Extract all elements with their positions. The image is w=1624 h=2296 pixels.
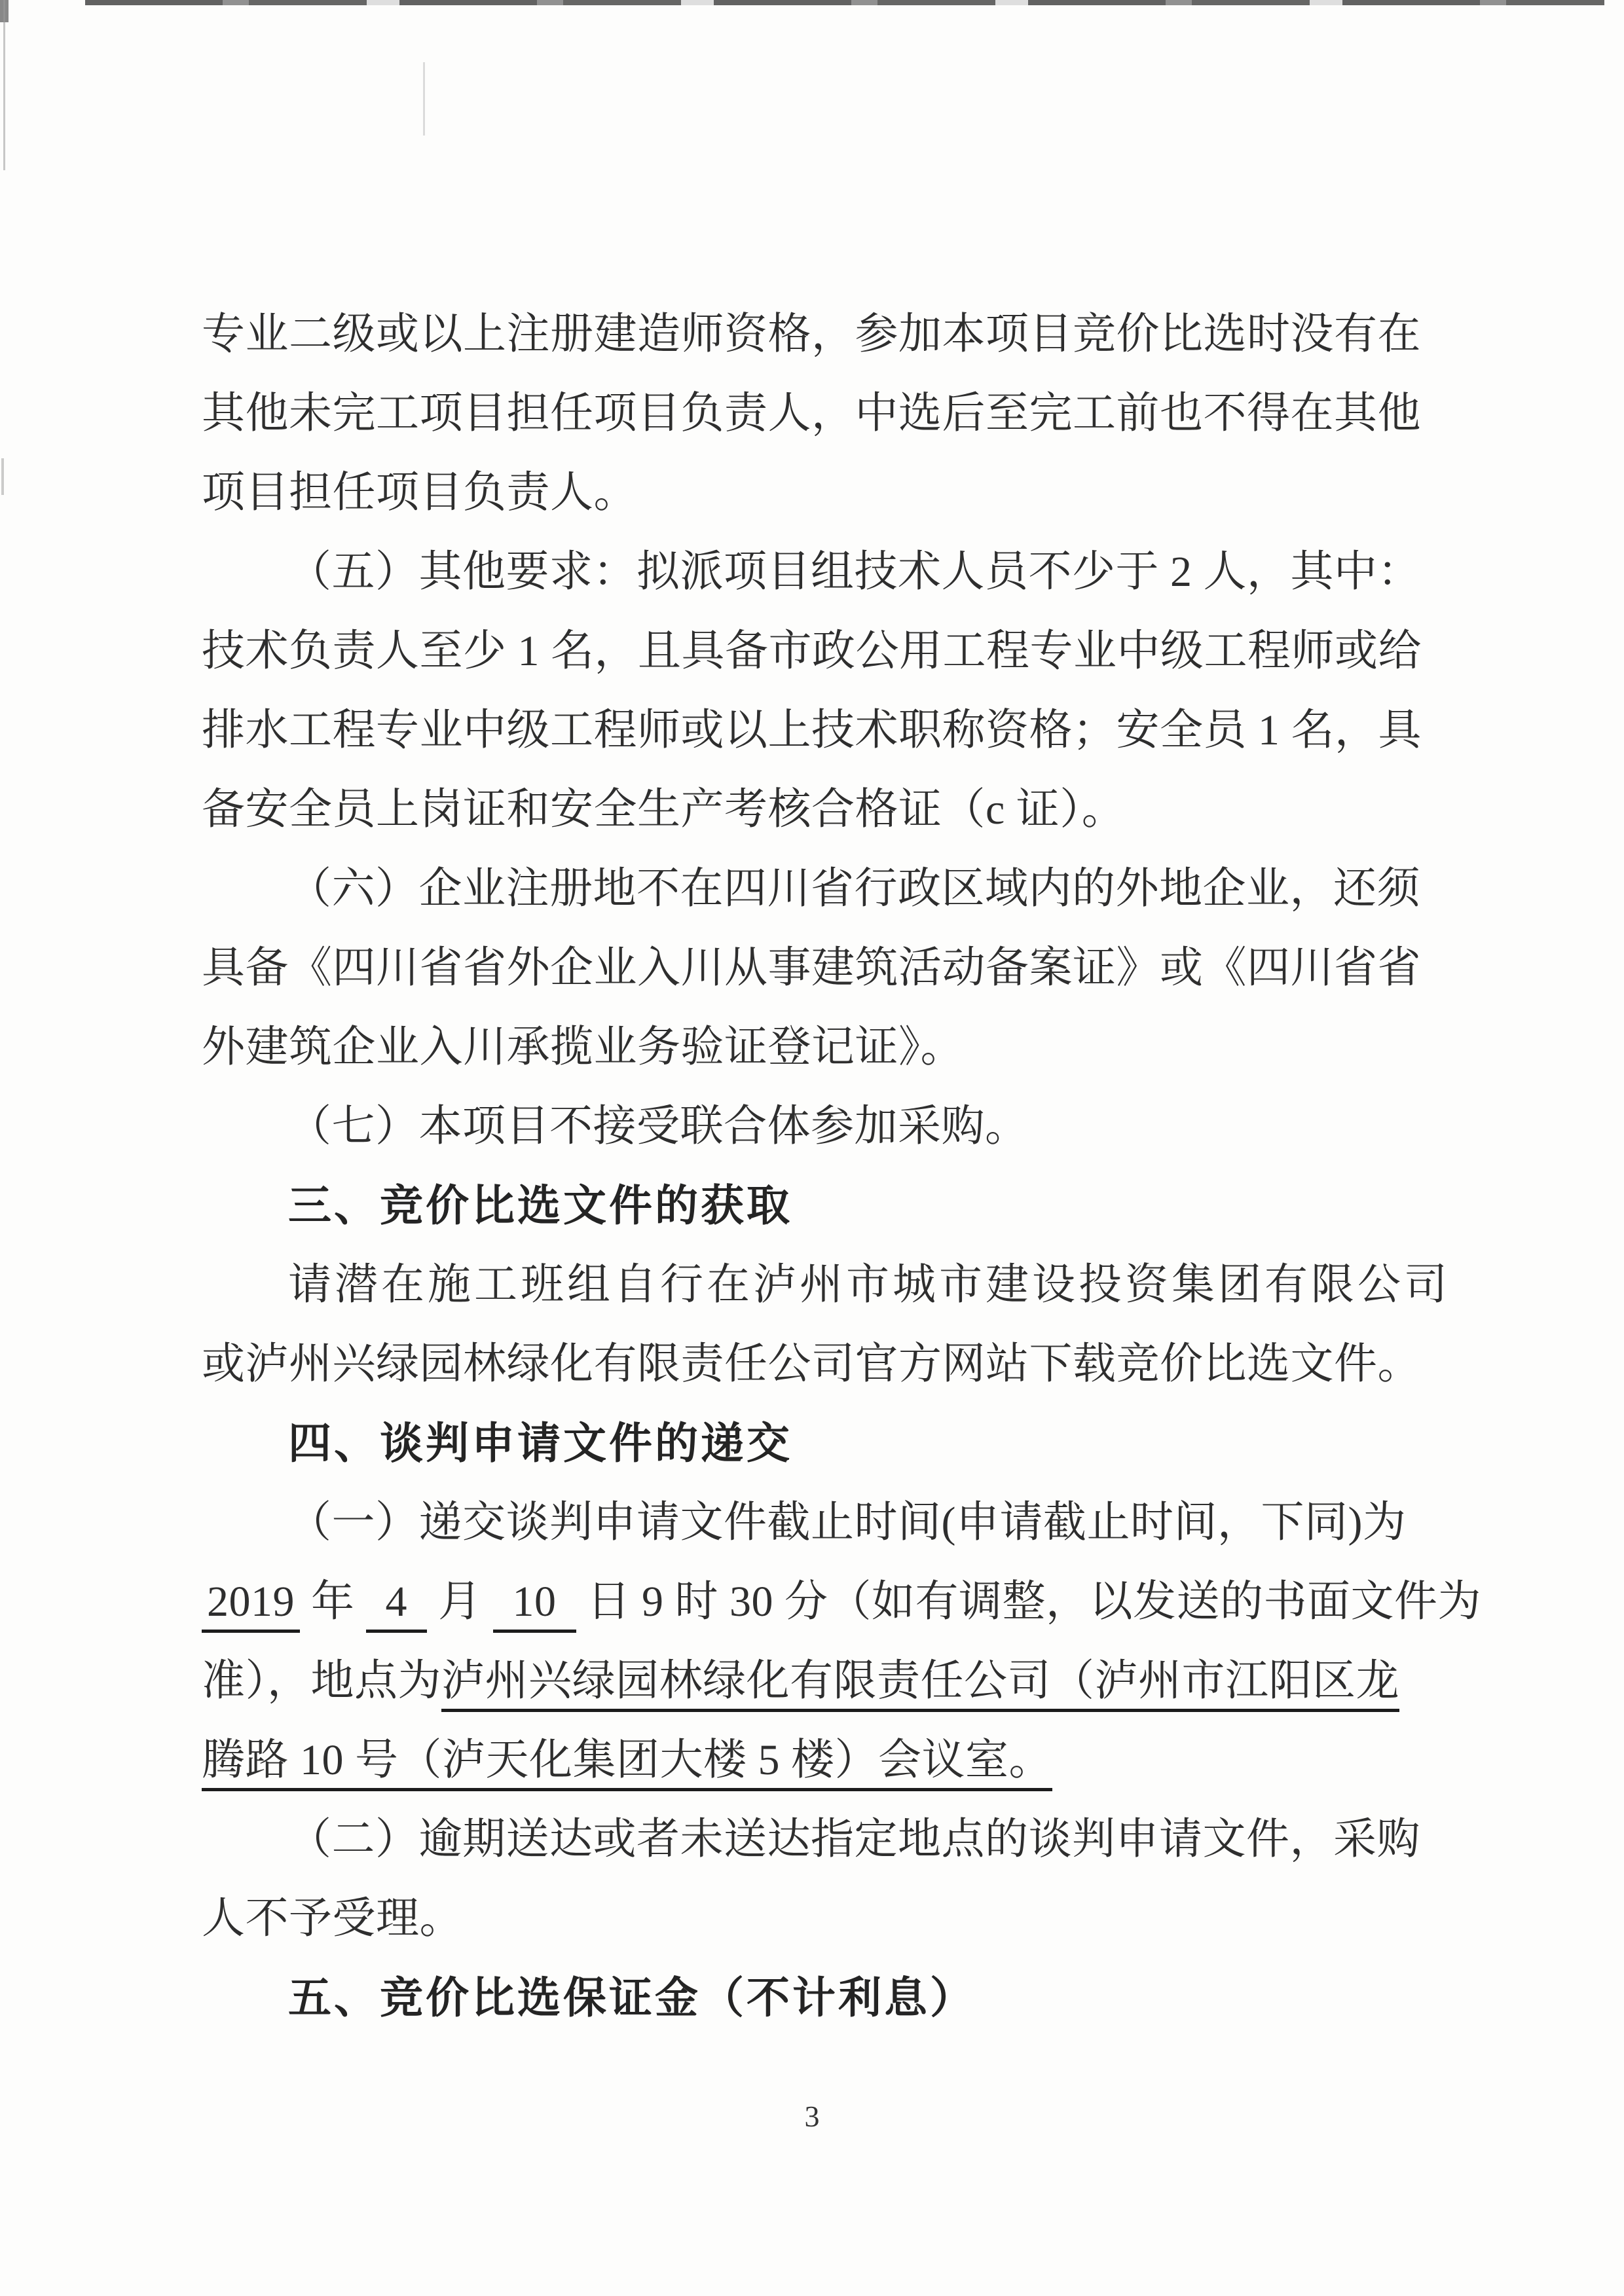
line-text: 技术负责人至少 1 名，且具备市政公用工程专业中级工程师或给 <box>202 627 1422 675</box>
line-text: （五）其他要求：拟派项目组技术人员不少于 2 人，其中： <box>288 548 1421 596</box>
text-line <box>202 928 1437 1008</box>
text-line-location <box>202 1641 1437 1721</box>
text-line-item-1 <box>202 1483 1437 1562</box>
underlined-month: 4 <box>366 1578 428 1633</box>
line-text: 其他未完工项目担任项目负责人，中选后至完工前也不得在其他 <box>202 390 1421 437</box>
text-line <box>202 611 1437 691</box>
text-line <box>202 1324 1437 1404</box>
line-text: （二）逾期送达或者未送达指定地点的谈判申请文件，采购 <box>288 1815 1420 1863</box>
text-line <box>202 691 1437 770</box>
text-line <box>202 295 1437 374</box>
line-text: 请潜在施工班组自行在泸州市城市建设投资集团有限公司 <box>288 1261 1450 1309</box>
document-body <box>202 295 1481 2037</box>
underlined-address: 腾路 10 号（泸天化集团大楼 5 楼）会议室。 <box>202 1736 1052 1791</box>
line-text: 专业二级或以上注册建造师资格，参加本项目竞价比选时没有在 <box>202 310 1421 358</box>
scan-noise-left-edge <box>3 0 5 170</box>
line-text: 日 9 时 30 分（如有调整，以发送的书面文件为 <box>576 1578 1481 1626</box>
scan-noise-corner <box>0 0 9 22</box>
line-text: 外建筑企业入川承揽业务验证登记证》。 <box>202 1023 964 1071</box>
line-text: 排水工程专业中级工程师或以上技术职称资格；安全员 1 名，具 <box>202 706 1422 754</box>
text-line-item-7 <box>202 1087 1437 1166</box>
text-line-deadline <box>202 1562 1481 1641</box>
text-line <box>202 1879 1437 1958</box>
scan-noise-top-edge <box>85 0 1604 5</box>
line-text: （七）本项目不接受联合体参加采购。 <box>288 1102 1029 1150</box>
text-line-item-5 <box>202 532 1437 611</box>
text-line-item-2 <box>202 1800 1437 1879</box>
heading-section-5 <box>202 1958 1437 2037</box>
line-text: 准），地点为 <box>202 1657 441 1705</box>
line-text: 月 <box>427 1578 493 1626</box>
text-line <box>202 453 1437 532</box>
text-line <box>202 1245 1450 1324</box>
heading-text: 五、竞价比选保证金（不计利息） <box>288 1973 976 2023</box>
page-number: 3 <box>804 2100 820 2133</box>
underlined-address: 泸州兴绿园林绿化有限责任公司（泸州市江阳区龙 <box>441 1657 1399 1712</box>
text-line <box>202 374 1437 453</box>
line-text: 或泸州兴绿园林绿化有限责任公司官方网站下载竞价比选文件。 <box>202 1340 1421 1388</box>
scan-noise-left-mark <box>1 458 4 495</box>
text-line <box>202 770 1437 849</box>
line-text: 具备《四川省省外企业入川从事建筑活动备案证》或《四川省省 <box>202 944 1421 992</box>
heading-text: 四、谈判申请文件的递交 <box>288 1418 792 1468</box>
line-text: 备安全员上岗证和安全生产考核合格证（c 证）。 <box>202 786 1126 833</box>
scan-noise-streak <box>423 62 425 136</box>
line-text: （一）递交谈判申请文件截止时间(申请截止时间，下同)为 <box>288 1499 1407 1546</box>
text-line-item-6 <box>202 849 1437 928</box>
line-text: 项目担任项目负责人。 <box>202 469 637 517</box>
heading-section-3 <box>202 1166 1437 1245</box>
line-text: （六）企业注册地不在四川省行政区域内的外地企业，还须 <box>288 865 1420 913</box>
underlined-year: 2019 <box>202 1578 300 1633</box>
line-text: 年 <box>300 1578 366 1626</box>
heading-section-4 <box>202 1404 1437 1483</box>
underlined-day: 10 <box>493 1578 576 1633</box>
text-line <box>202 1008 1437 1087</box>
heading-text: 三、竞价比选文件的获取 <box>288 1180 792 1231</box>
line-text: 人不予受理。 <box>202 1895 463 1942</box>
text-line-location <box>202 1721 1437 1800</box>
